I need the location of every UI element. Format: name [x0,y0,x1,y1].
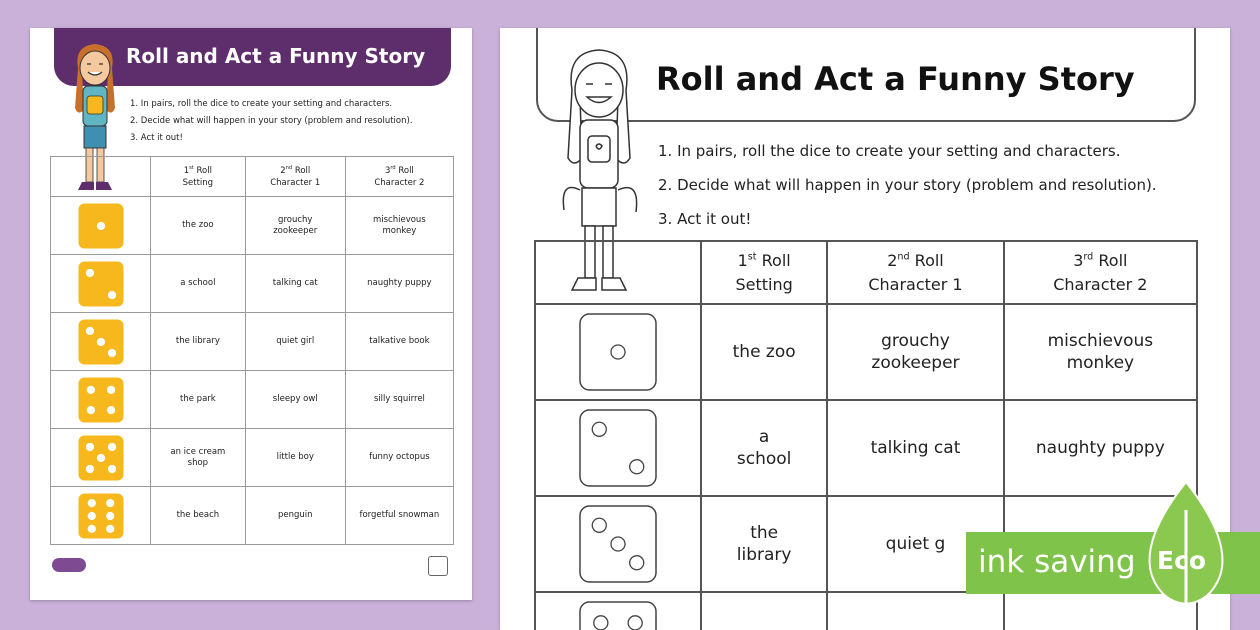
die-6-icon [78,493,124,539]
table-header-row [535,241,1197,304]
instruction-2: 2. Decide what will happen in your story (problem and resolution). [658,176,1157,194]
character1-cell: talking cat [827,400,1003,496]
table-row [535,304,1197,400]
setting-cell: the park [151,371,246,429]
character2-cell: funny octopus [345,429,453,487]
character2-cell: forgetful snowman [345,487,453,545]
die-4-icon [579,601,657,630]
table-row [51,371,454,429]
setting-cell: a school [701,400,827,496]
character2-cell: mischievous monkey [345,197,453,255]
dice-cell [51,487,151,545]
instructions-large [658,134,1157,236]
dice-cell [535,496,701,592]
character1-cell: quiet g [827,496,1003,592]
header-1: 1st Roll Setting [151,157,246,197]
header-2: 2nd Roll Character 1 [245,157,345,197]
setting-cell [701,592,827,630]
character1-cell: grouchy zookeeper [827,304,1003,400]
die-5-icon [78,435,124,481]
die-1-icon [579,313,657,391]
brand-logo [52,558,86,572]
character1-cell [827,592,1003,630]
setting-cell: the library [701,496,827,592]
character1-cell: penguin [245,487,345,545]
dice-cell [51,429,151,487]
dice-cell [535,400,701,496]
character2-cell: silly squirrel [345,371,453,429]
instructions [130,96,413,147]
die-2-icon [579,409,657,487]
dice-cell [535,592,701,630]
setting-cell: the zoo [701,304,827,400]
table-header-row [51,157,454,197]
table-row [51,197,454,255]
table-row [535,592,1197,630]
character1-cell: quiet girl [245,313,345,371]
header-3: 3rd Roll Character 2 [345,157,453,197]
ink-saving-label: ink saving [978,544,1136,580]
die-1-icon [78,203,124,249]
page-title: Roll and Act a Funny Story [126,44,426,68]
footer-badge-icon [428,556,448,576]
character1-cell: sleepy owl [245,371,345,429]
table-row [51,429,454,487]
die-2-icon [78,261,124,307]
dice-cell [51,371,151,429]
instruction-1: 1. In pairs, roll the dice to create your setting and characters. [658,142,1121,160]
character1-cell: talking cat [245,255,345,313]
setting-cell: an ice cream shop [151,429,246,487]
setting-cell: the beach [151,487,246,545]
dice-cell [51,255,151,313]
header-blank [51,157,151,197]
character1-cell: little boy [245,429,345,487]
dice-cell [535,304,701,400]
character2-cell: naughty puppy [345,255,453,313]
dice-cell [51,197,151,255]
instruction-2: 2. Decide what will happen in your story (problem and resolution). [130,116,413,126]
header-3: 3rd Roll Character 2 [1004,241,1197,304]
character2-cell: talkative book [345,313,453,371]
character1-cell: grouchy zookeeper [245,197,345,255]
instruction-3: 3. Act it out! [130,133,183,143]
setting-cell: the zoo [151,197,246,255]
header-2: 2nd Roll Character 1 [827,241,1003,304]
die-3-icon [579,505,657,583]
setting-cell: the library [151,313,246,371]
table-row [51,487,454,545]
page-title-large: Roll and Act a Funny Story [656,60,1135,98]
header-blank [535,241,701,304]
die-4-icon [78,377,124,423]
color-worksheet-preview [30,28,472,600]
die-3-icon [78,319,124,365]
header-1: 1st Roll Setting [701,241,827,304]
eco-label: Eco [1157,546,1207,575]
setting-cell: a school [151,255,246,313]
instruction-1: 1. In pairs, roll the dice to create your setting and characters. [130,99,393,109]
table-row [51,255,454,313]
table-row [51,313,454,371]
instruction-3: 3. Act it out! [658,210,752,228]
roll-table [50,156,454,545]
character2-cell: mischievous monkey [1004,304,1197,400]
character2-cell: naughty puppy [1004,400,1197,496]
dice-cell [51,313,151,371]
table-row [535,400,1197,496]
